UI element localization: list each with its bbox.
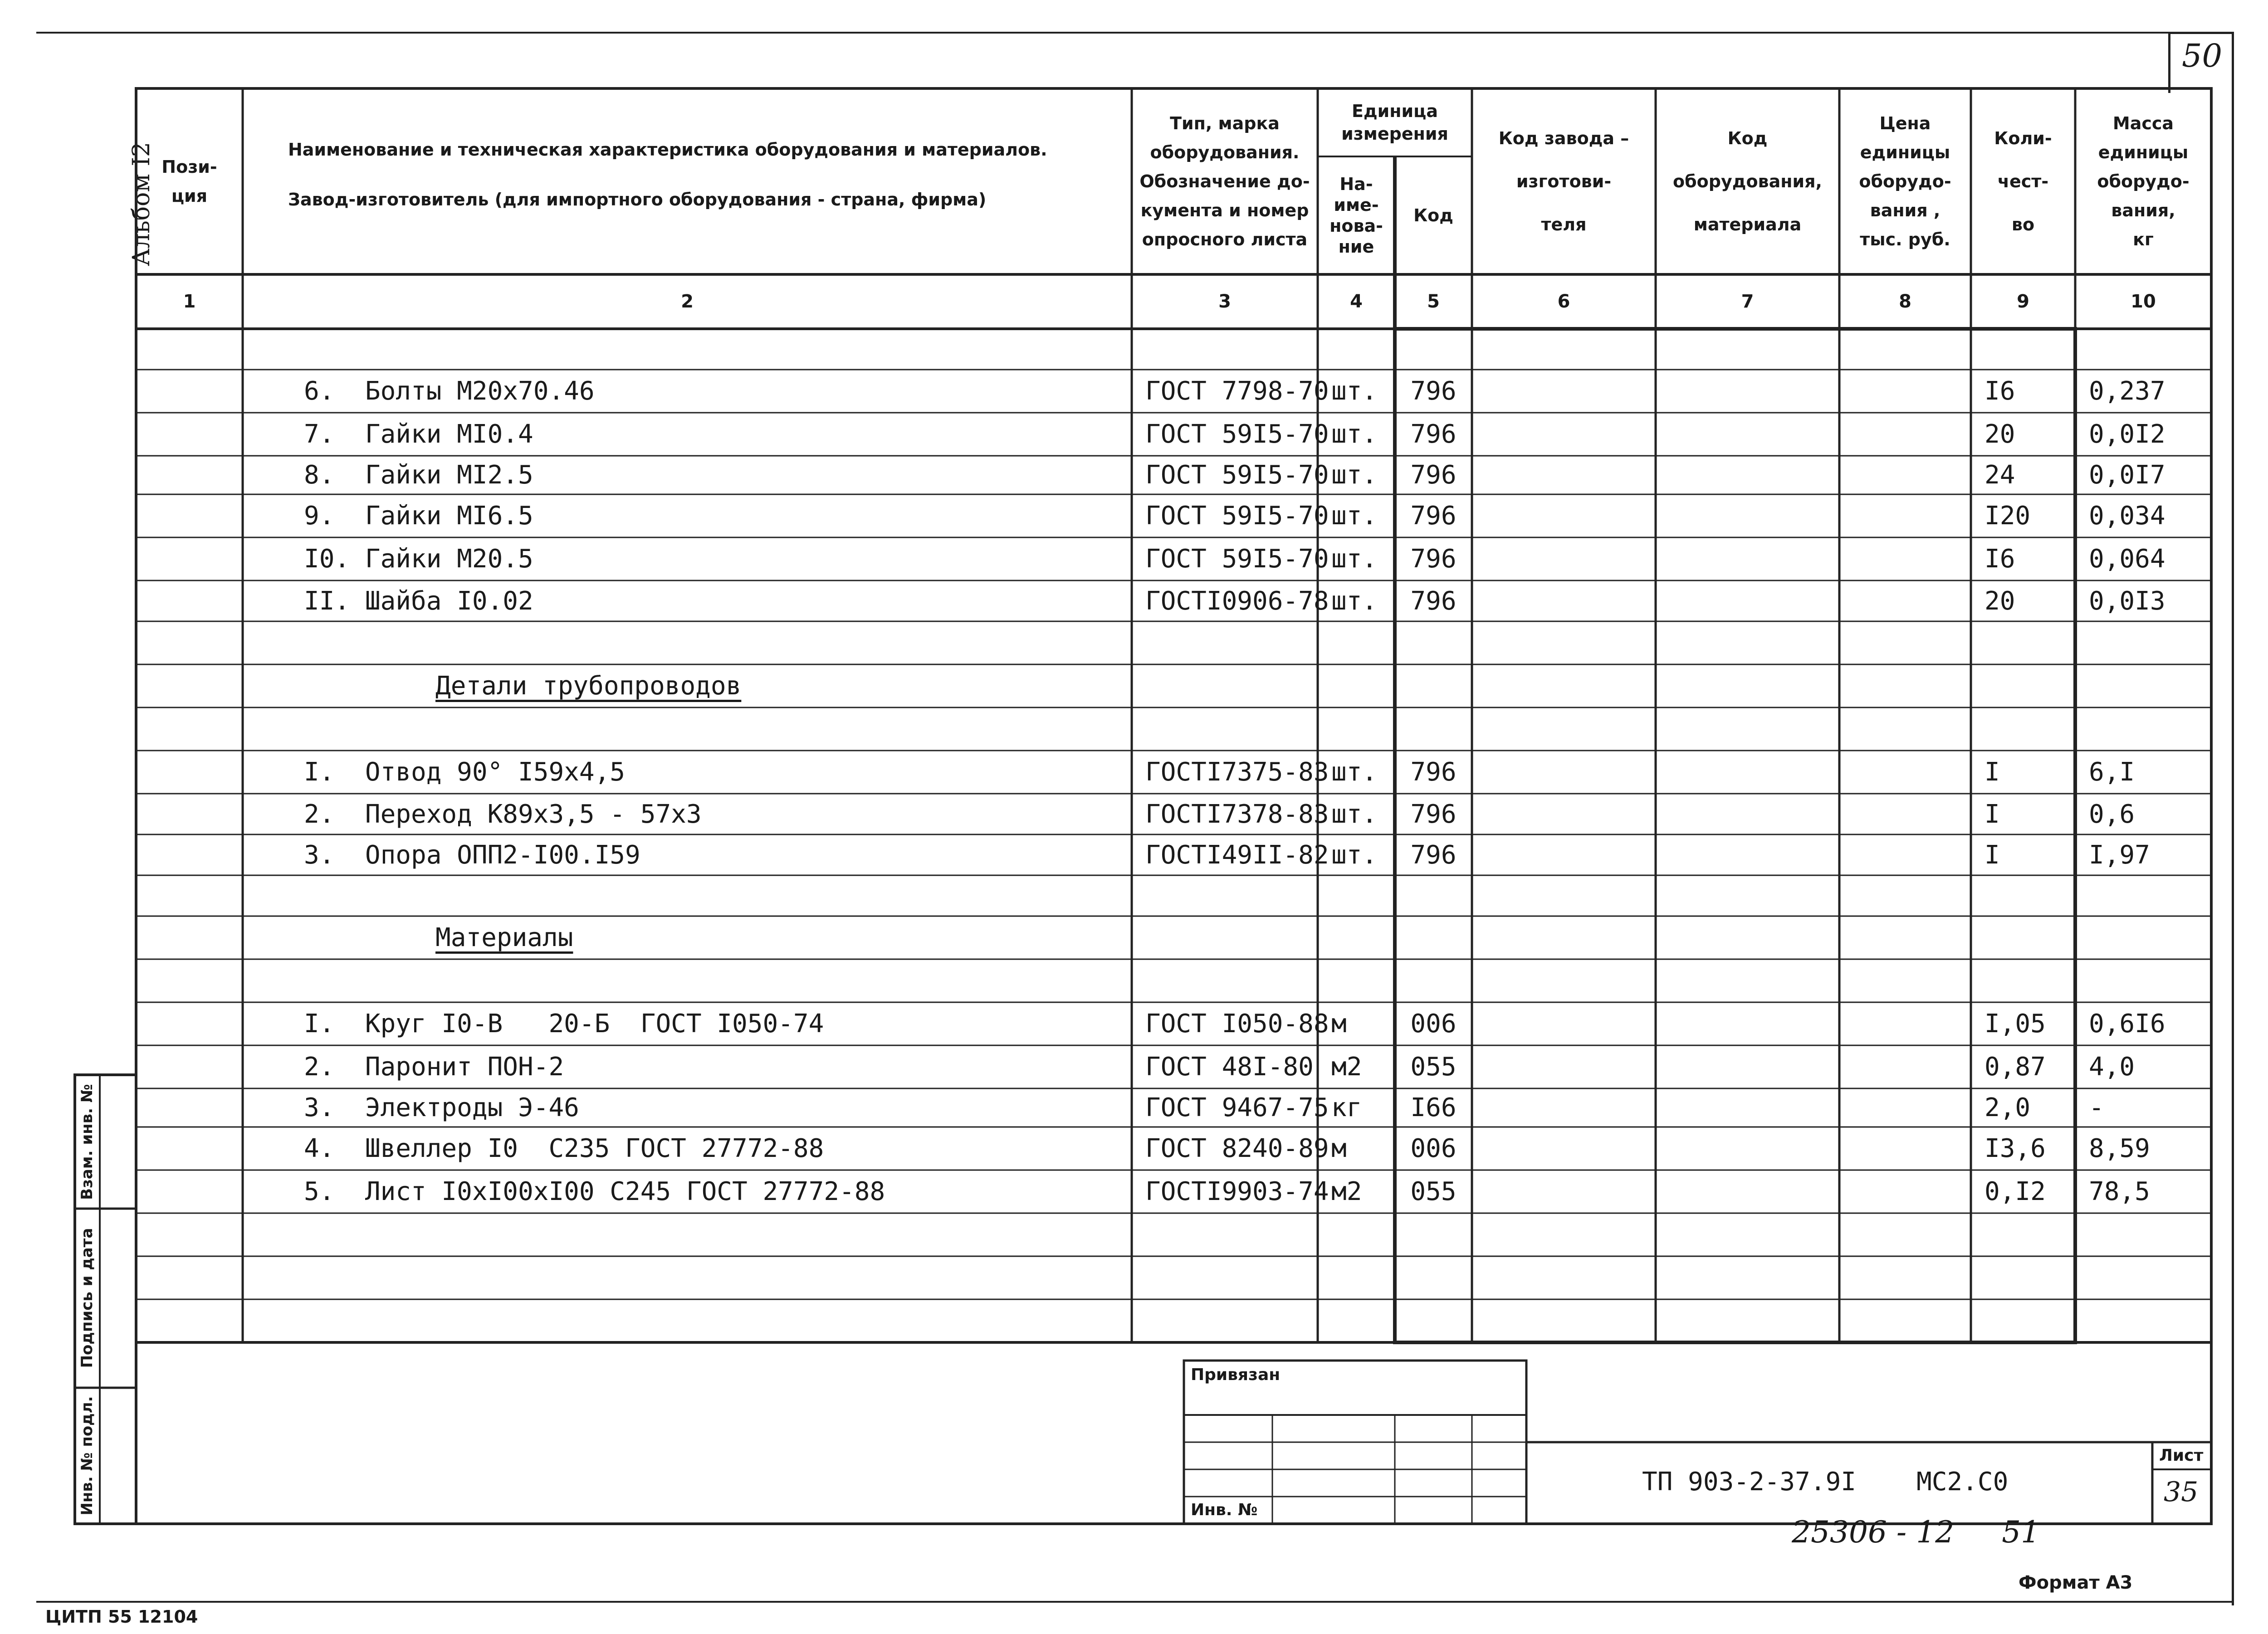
- item-quantity: 20: [1984, 586, 2015, 616]
- item-name: 9. Гайки МI6.5: [304, 501, 533, 531]
- album-label: Альбом I2: [127, 142, 155, 266]
- sheet-number-top: 50: [2182, 37, 2223, 74]
- item-document: ГОСТ 59I5-70: [1145, 544, 1329, 574]
- column-number: 10: [2131, 291, 2156, 312]
- item-quantity: 20: [1984, 419, 2015, 449]
- item-quantity: [1971, 875, 2075, 916]
- item-name: 5. Лист I0хI00хI00 С245 ГОСТ 27772-88: [304, 1177, 885, 1206]
- header-type: Тип, марка оборудования. Обозначение до- кумента и номер опросного листа: [1139, 113, 1310, 249]
- item-mass: [2075, 875, 2211, 916]
- inv-no-label: Инв. №: [1191, 1501, 1258, 1519]
- item-unit: м2: [1331, 1052, 1362, 1082]
- item-name: [290, 875, 1129, 916]
- item-unit: шт.: [1331, 586, 1378, 616]
- item-mass: 6,I: [2089, 757, 2135, 787]
- item-unit-code: 796: [1410, 757, 1457, 787]
- column-number: 2: [681, 291, 694, 312]
- designation: ТП 903-2-37.9I: [1642, 1467, 1857, 1497]
- item-unit: м: [1331, 1134, 1347, 1163]
- item-name: 4. Швеллер I0 С235 ГОСТ 27772-88: [304, 1134, 824, 1163]
- item-document: ГОСТI7378-83: [1145, 799, 1329, 829]
- item-quantity: I3,6: [1984, 1134, 2046, 1163]
- item-unit: [1318, 621, 1395, 664]
- item-mass: 78,5: [2089, 1177, 2150, 1206]
- item-document: ГОСТ 59I5-70: [1145, 419, 1329, 449]
- item-quantity: I: [1984, 757, 2000, 787]
- item-unit-code: I66: [1410, 1093, 1457, 1122]
- item-unit: шт.: [1331, 840, 1378, 870]
- item-unit-code: 796: [1410, 460, 1457, 490]
- item-document: [1132, 875, 1318, 916]
- item-quantity: [1971, 1256, 2075, 1299]
- sheet-value: 35: [2164, 1476, 2199, 1508]
- item-unit-code: [1395, 707, 1472, 751]
- item-document: ГОСТ 7798-70: [1145, 376, 1329, 406]
- item-name: [290, 707, 1129, 751]
- item-unit: шт.: [1331, 544, 1378, 574]
- item-unit: шт.: [1331, 376, 1378, 406]
- item-document: ГОСТI0906-78: [1145, 586, 1329, 616]
- item-quantity: I6: [1984, 544, 2015, 574]
- item-mass: -: [2089, 1093, 2104, 1122]
- item-mass: 0,0I7: [2089, 460, 2165, 490]
- column-number: 7: [1741, 291, 1754, 312]
- item-unit-code: 796: [1410, 799, 1457, 829]
- item-name: [290, 1256, 1129, 1299]
- header-name: Наименование и техническая характеристика оборудования и материалов. Завод-изготовитель (для импортного оборудования - страна, фирма): [288, 140, 1047, 210]
- item-document: [1132, 621, 1318, 664]
- item-unit: [1318, 1256, 1395, 1299]
- item-quantity: [1971, 959, 2075, 1002]
- item-document: [1132, 707, 1318, 751]
- item-unit-code: 796: [1410, 419, 1457, 449]
- item-unit: шт.: [1331, 460, 1378, 490]
- item-unit: м: [1331, 1009, 1347, 1039]
- item-mass: 0,6: [2089, 799, 2135, 829]
- item-mass: I,97: [2089, 840, 2150, 870]
- item-quantity: [1971, 707, 2075, 751]
- column-number: 4: [1350, 291, 1363, 312]
- item-document: ГОСТI49II-82: [1145, 840, 1329, 870]
- item-mass: 8,59: [2089, 1134, 2150, 1163]
- header-unit-name: На- име- нова- ние: [1330, 174, 1383, 257]
- handwritten-number: 25306 - 12 51: [1792, 1515, 2040, 1550]
- item-unit: м2: [1331, 1177, 1362, 1206]
- item-quantity: [1971, 621, 2075, 664]
- header-factory-code: Код завода – изготови- теля: [1498, 128, 1629, 234]
- item-name: [290, 329, 1129, 370]
- item-unit: [1318, 959, 1395, 1002]
- printer-label: ЦИТП 55 12104: [45, 1607, 198, 1627]
- column-number: 3: [1218, 291, 1231, 312]
- item-document: [1132, 1213, 1318, 1256]
- item-name: 3. Опора ОПП2-I00.I59: [304, 840, 640, 870]
- item-mass: [2075, 1256, 2211, 1299]
- item-unit-code: 796: [1410, 586, 1457, 616]
- item-unit-code: 796: [1410, 501, 1457, 531]
- item-mass: 0,237: [2089, 376, 2165, 406]
- item-name: [290, 1299, 1129, 1342]
- item-unit: [1318, 1213, 1395, 1256]
- item-unit-code: [1395, 621, 1472, 664]
- item-unit: [1318, 707, 1395, 751]
- item-name: 3. Электроды Э-46: [304, 1093, 579, 1122]
- item-mass: 0,6I6: [2089, 1009, 2165, 1039]
- header-unit-group: Единица измерения: [1341, 101, 1448, 144]
- section-title: Материалы: [435, 923, 573, 952]
- item-name: I0. Гайки М20.5: [304, 544, 533, 574]
- item-unit: шт.: [1331, 501, 1378, 531]
- header-quantity: Коли- чест- во: [1994, 128, 2052, 234]
- item-quantity: 0,I2: [1984, 1177, 2046, 1206]
- item-unit: [1318, 875, 1395, 916]
- item-name: 8. Гайки МI2.5: [304, 460, 533, 490]
- header-price: Цена единицы оборудо- вания , тыс. руб.: [1859, 113, 1951, 249]
- item-unit-code: 055: [1410, 1177, 1457, 1206]
- item-mass: 0,064: [2089, 544, 2165, 574]
- item-unit-code: [1395, 1213, 1472, 1256]
- item-document: ГОСТ 8240-89: [1145, 1134, 1329, 1163]
- item-unit-code: 006: [1410, 1009, 1457, 1039]
- item-document: ГОСТ I050-88: [1145, 1009, 1329, 1039]
- item-document: ГОСТ 59I5-70: [1145, 460, 1329, 490]
- item-unit-code: [1395, 329, 1472, 370]
- item-document: ГОСТ 9467-75: [1145, 1093, 1329, 1122]
- item-name: [290, 621, 1129, 664]
- item-name: 7. Гайки МI0.4: [304, 419, 533, 449]
- item-mass: [2075, 707, 2211, 751]
- item-mass: [2075, 1299, 2211, 1342]
- item-mass: [2075, 329, 2211, 370]
- item-document: ГОСТ 48I-80: [1145, 1052, 1314, 1082]
- column-number: 1: [183, 291, 196, 312]
- section-title: Детали трубопроводов: [435, 671, 742, 701]
- item-unit-code: 796: [1410, 544, 1457, 574]
- item-quantity: [1971, 1299, 2075, 1342]
- item-quantity: I,05: [1984, 1009, 2046, 1039]
- item-name: I. Круг I0-В 20-Б ГОСТ I050-74: [304, 1009, 824, 1039]
- item-unit: [1318, 1299, 1395, 1342]
- item-quantity: I: [1984, 799, 2000, 829]
- item-name: 2. Паронит ПОН-2: [304, 1052, 564, 1082]
- item-name: II. Шайба I0.02: [304, 586, 533, 616]
- bottom-rule: [36, 1601, 2234, 1603]
- header-unit-code: Код: [1413, 205, 1453, 225]
- document-code: МС2.С0: [1916, 1467, 2009, 1497]
- header-mass: Масса единицы оборудо- вания, кг: [2097, 113, 2190, 249]
- item-unit-code: 796: [1410, 840, 1457, 870]
- item-unit: кг: [1331, 1093, 1362, 1122]
- item-unit-code: 006: [1410, 1134, 1457, 1163]
- item-unit-code: [1395, 875, 1472, 916]
- item-quantity: 2,0: [1984, 1093, 2031, 1122]
- item-mass: 0,0I2: [2089, 419, 2165, 449]
- item-name: 6. Болты М20х70.46: [304, 376, 595, 406]
- item-quantity: [1971, 1213, 2075, 1256]
- item-unit-code: 796: [1410, 376, 1457, 406]
- item-quantity: I6: [1984, 376, 2015, 406]
- item-document: ГОСТ 59I5-70: [1145, 501, 1329, 531]
- item-unit: шт.: [1331, 757, 1378, 787]
- item-quantity: I: [1984, 840, 2000, 870]
- item-document: [1132, 1299, 1318, 1342]
- item-quantity: I20: [1984, 501, 2031, 531]
- item-name: 2. Переход К89х3,5 - 57х3: [304, 799, 702, 829]
- sheet-label: Лист: [2159, 1446, 2204, 1465]
- item-document: [1132, 1256, 1318, 1299]
- column-number: 8: [1899, 291, 1911, 312]
- column-number: 5: [1427, 291, 1440, 312]
- item-document: [1132, 959, 1318, 1002]
- item-mass: [2075, 959, 2211, 1002]
- item-name: [290, 959, 1129, 1002]
- item-name: [290, 1213, 1129, 1256]
- item-name: I. Отвод 90° I59х4,5: [304, 757, 626, 787]
- linked-label: Привязан: [1191, 1366, 1281, 1384]
- column-number: 6: [1557, 291, 1570, 312]
- header-position: Пози- ция: [161, 157, 217, 206]
- item-mass: [2075, 621, 2211, 664]
- item-document: ГОСТI9903-74: [1145, 1177, 1329, 1206]
- header-equipment-code: Код оборудования, материала: [1673, 128, 1822, 234]
- item-unit-code: [1395, 1256, 1472, 1299]
- item-mass: 4,0: [2089, 1052, 2135, 1082]
- item-unit-code: [1395, 959, 1472, 1002]
- item-unit: [1318, 329, 1395, 370]
- item-document: [1132, 329, 1318, 370]
- item-quantity: 24: [1984, 460, 2015, 490]
- format-label: Формат А3: [2019, 1572, 2133, 1593]
- item-unit: шт.: [1331, 419, 1378, 449]
- item-quantity: [1971, 329, 2075, 370]
- item-unit-code: [1395, 1299, 1472, 1342]
- column-number: 9: [2017, 291, 2029, 312]
- item-unit: шт.: [1331, 799, 1378, 829]
- item-mass: 0,0I3: [2089, 586, 2165, 616]
- item-mass: 0,034: [2089, 501, 2165, 531]
- item-quantity: 0,87: [1984, 1052, 2046, 1082]
- item-unit-code: 055: [1410, 1052, 1457, 1082]
- item-document: ГОСТI7375-83: [1145, 757, 1329, 787]
- item-mass: [2075, 1213, 2211, 1256]
